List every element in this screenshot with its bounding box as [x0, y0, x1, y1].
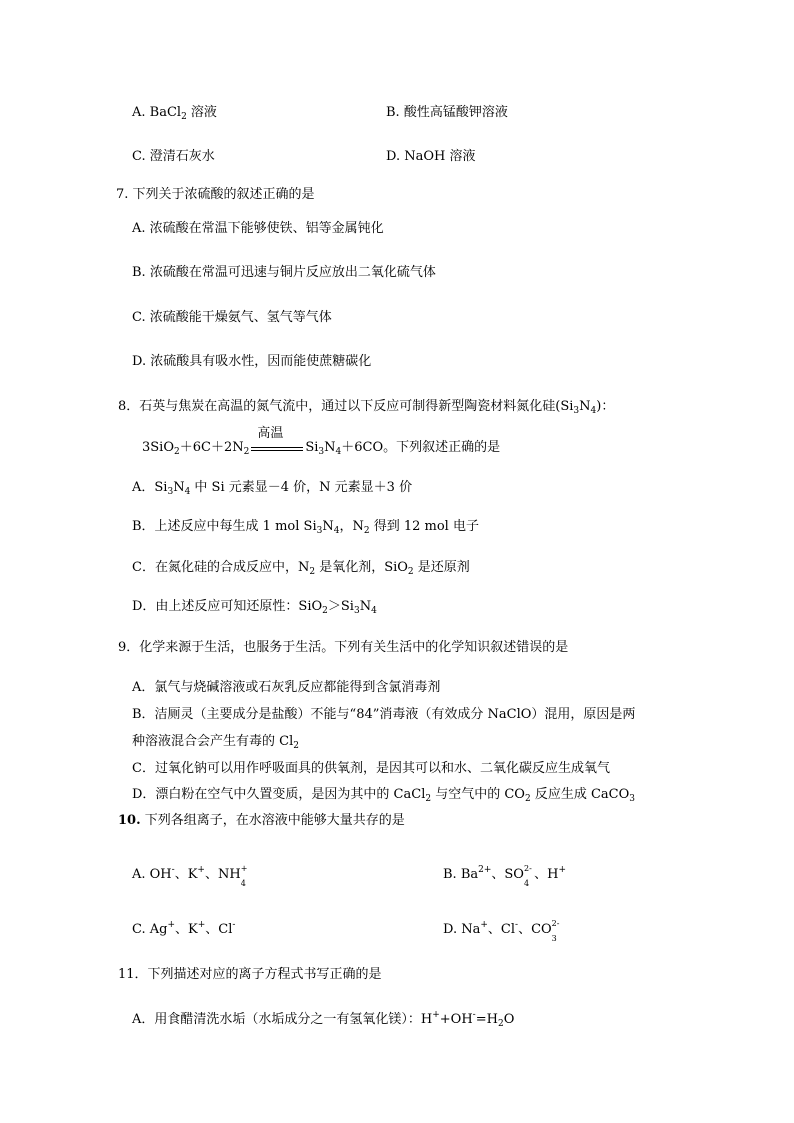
- q9-option-a: A．氯气与烧碱溶液或石灰乳反应都能得到含氯消毒剂: [132, 680, 441, 695]
- q10-option-b: B. $Ba^{2+}$、SO 2- 4 、H+: [443, 864, 567, 888]
- q10-option-a: A. OH-、K+、NH + 4: [132, 864, 248, 888]
- q7-option-d: D. 浓硫酸具有吸水性，因而能使蔗糖碳化: [132, 354, 372, 369]
- q7-option-b: B. 浓硫酸在常温可迅速与铜片反应放出二氧化硫气体: [132, 265, 436, 280]
- q8-equation: $3SiO_2+6C+2N_2$ 高温 $Si_3N_4+6CO$。下列叙述正确的是: [142, 426, 501, 457]
- q7-option-a: A. 浓硫酸在常温下能够使铁、铝等金属钝化: [132, 221, 384, 236]
- q8-stem: 8．石英与焦炭在高温的氮气流中，通过以下反应可制得新型陶瓷材料氮化硅$(Si_3N_4)$：: [118, 399, 615, 416]
- q10-option-d: D. Na+、Cl-、CO 2- 3: [443, 919, 560, 943]
- q10-stem: 10. 下列各组离子，在水溶液中能够大量共存的是: [118, 813, 405, 828]
- q8-option-d: D．由上述反应可知还原性：$SiO_2>Si_3N_4$: [132, 599, 377, 616]
- q8-option-b: B．上述反应中每生成 1 mol $Si_3N_4$，$N_2$ 得到 12 mol 电子: [132, 519, 479, 536]
- reaction-arrow: 高温: [251, 439, 303, 457]
- q6-option-b: B. 酸性高锰酸钾溶液: [386, 105, 508, 120]
- q6-option-a: A. BaCl$_2$ 溶液: [132, 105, 217, 122]
- q7-option-c: C. 浓硫酸能干燥氨气、氢气等气体: [132, 310, 332, 325]
- q6-option-d: D. NaOH 溶液: [386, 149, 476, 164]
- q8-option-c: C．在氮化硅的合成反应中，$N_2$ 是氧化剂，SiO$_2$ 是还原剂: [132, 560, 470, 577]
- q8-option-a: A．$Si_3N_4$ 中 Si 元素显－4 价，N 元素显＋3 价: [132, 480, 413, 497]
- q9-option-d: D．漂白粉在空气中久置变质，是因为其中的 CaCl$_2$ 与空气中的 $CO_2$ 反应生成 CaCO$_3$: [132, 787, 636, 804]
- q9-option-b-line2: 种溶液混合会产生有毒的 $Cl_2$: [132, 734, 299, 751]
- q11-stem: 11．下列描述对应的离子方程式书写正确的是: [118, 967, 382, 982]
- q9-option-b-line1: B．洁厕灵（主要成分是盐酸）不能与“84”消毒液（有效成分 NaClO）混用，原因是两: [132, 707, 636, 722]
- q9-stem: 9．化学来源于生活，也服务于生活。下列有关生活中的化学知识叙述错误的是: [118, 640, 569, 655]
- q10-option-c: C. Ag+、K+、Cl-: [132, 920, 236, 937]
- q7-stem: 7. 下列关于浓硫酸的叙述正确的是: [116, 187, 315, 202]
- q6-option-c: C. 澄清石灰水: [132, 149, 215, 164]
- q11-option-a: A．用食醋清洗水垢（水垢成分之一有氢氧化镁）：$H^++OH^-=H_2O$: [132, 1010, 515, 1029]
- q9-option-c: C．过氧化钠可以用作呼吸面具的供氧剂，是因其可以和水、二氧化碳反应生成氧气: [132, 761, 610, 776]
